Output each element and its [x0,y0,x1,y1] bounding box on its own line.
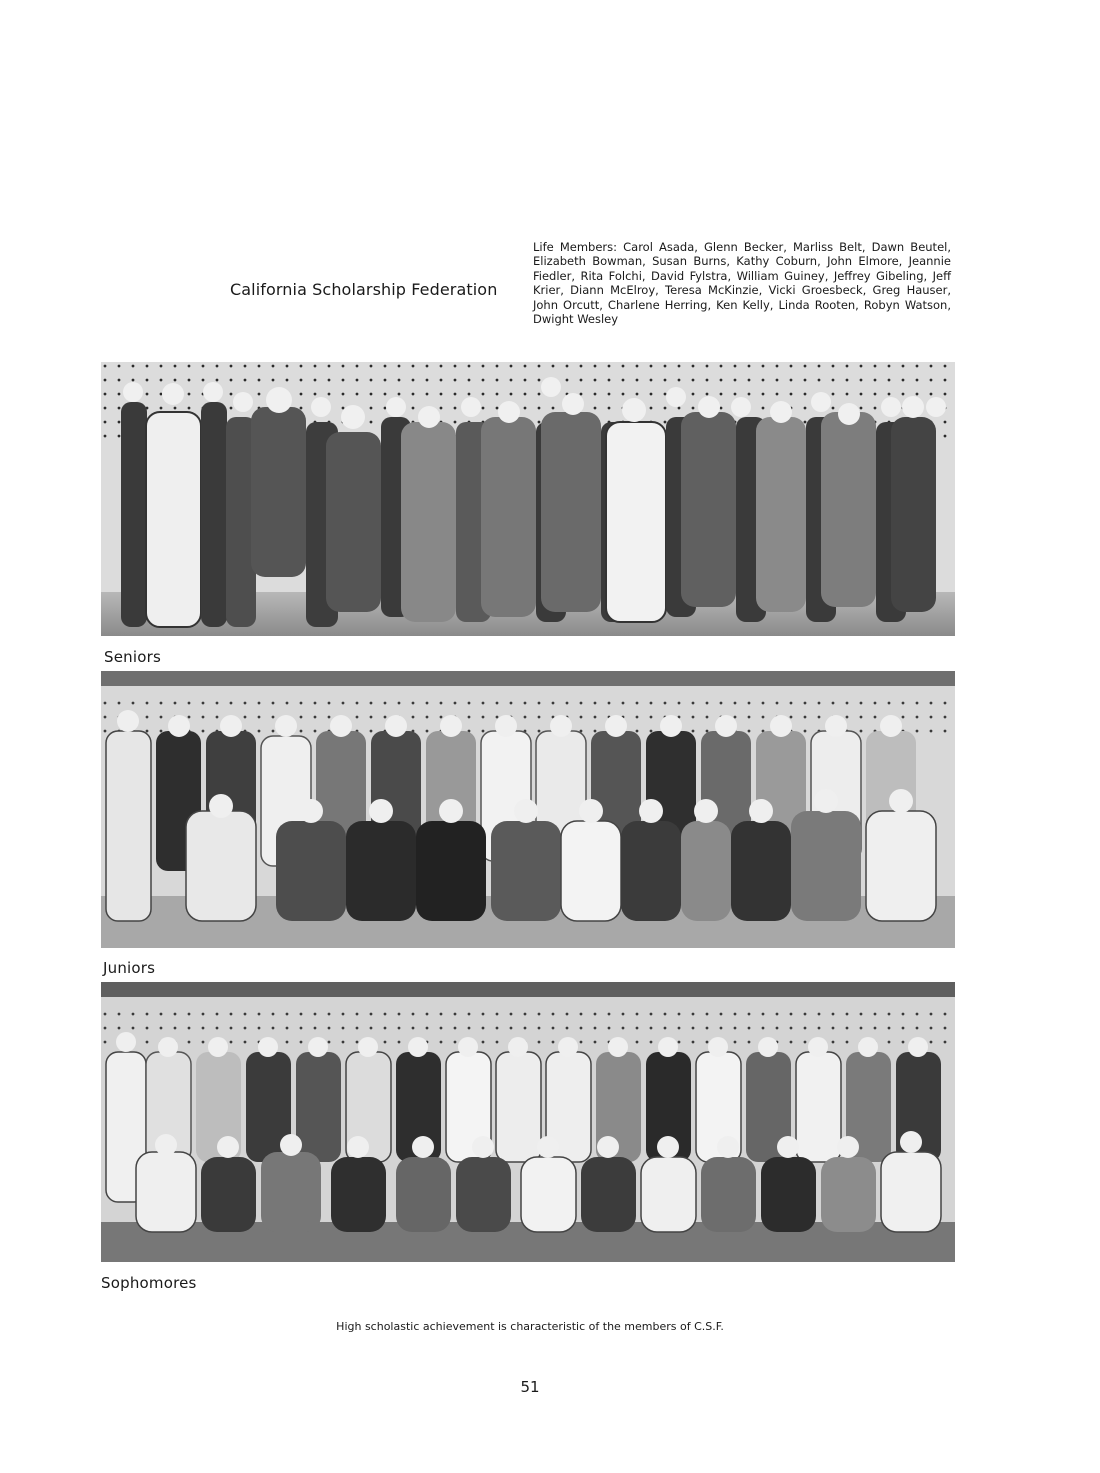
footer-caption: High scholastic achievement is characteristic of the members of C.S.F. [336,1320,724,1333]
sophomores-photo [101,982,955,1262]
seniors-caption: Seniors [104,648,161,666]
juniors-photo [101,671,955,948]
seniors-photo [101,362,955,636]
sophomores-caption: Sophomores [101,1274,197,1292]
life-members-text: Life Members: Carol Asada, Glenn Becker, Marliss Belt, Dawn Beutel, Elizabeth Bowman, Susan Burns, Kathy Coburn, John Elmore, Jeannie Fiedler, Rita Folchi, David Fylstra, William Guiney, Jeffrey Gibeling, Jeff Krier, Diann McElroy, Teresa McKinzie, Vicki Groesbeck, Greg Hauser, John Orcutt, Charlene Herring, Ken Kelly, Linda Rooten, Robyn Watson, Dwight Wesley [533,240,951,327]
juniors-caption: Juniors [103,959,156,977]
section-title: California Scholarship Federation [230,280,498,299]
page-number: 51 [520,1378,540,1396]
